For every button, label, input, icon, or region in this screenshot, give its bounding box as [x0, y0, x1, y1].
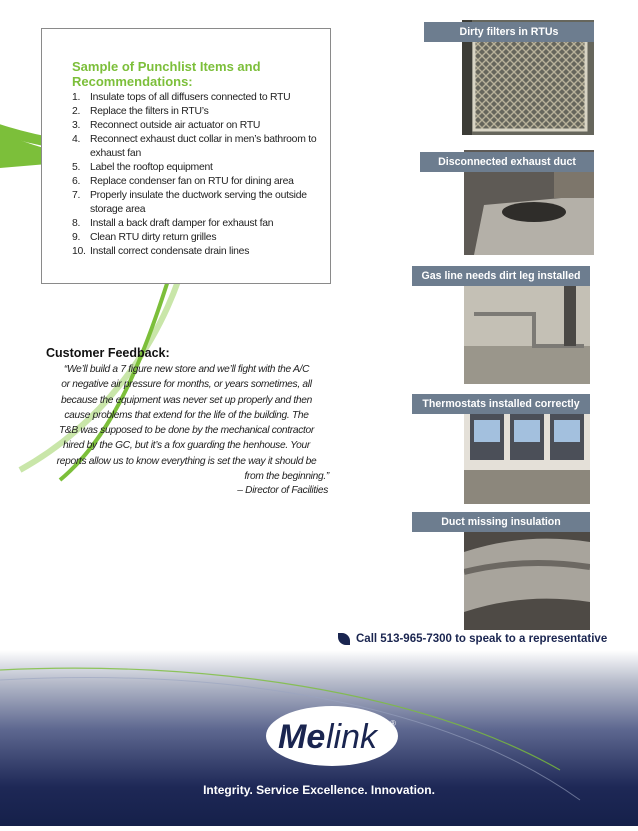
- list-item: 4. Reconnect exhaust duct collar in men’s bathroom to exhaust fan: [72, 134, 317, 159]
- photo-label-exhaust-duct: Disconnected exhaust duct: [420, 152, 594, 172]
- quote-line: from the beginning.”: [244, 471, 329, 483]
- quote-line: reports allow us to know everything is set the way it should be: [56, 455, 317, 467]
- cta-call: [338, 633, 607, 645]
- photo-label-dirty-filters: Dirty filters in RTUs: [424, 22, 594, 42]
- list-item: 3. Reconnect outside air actuator on RTU: [72, 120, 261, 131]
- list-item: 2. Replace the filters in RTU’s: [72, 106, 209, 117]
- photo-label-gas-line: Gas line needs dirt leg installed: [412, 266, 590, 286]
- photo-label-thermostats: Thermostats installed correctly: [412, 394, 590, 414]
- quote-line: or negative air pressure for months, or years sometimes, all: [61, 379, 312, 391]
- punchlist-box: [41, 28, 331, 284]
- melink-logo: [262, 694, 402, 774]
- logo-link: link: [326, 718, 378, 756]
- list-item: 6. Replace condenser fan on RTU for dining area: [72, 176, 294, 187]
- cta-text: Call 513-965-7300 to speak to a representative: [356, 633, 608, 645]
- quote-line: hired by the GC, but it’s a fox guarding the henhouse. Your: [63, 440, 310, 452]
- list-item: 10. Install correct condensate drain lines: [72, 246, 250, 257]
- list-item: 9. Clean RTU dirty return grilles: [72, 232, 217, 243]
- feedback-quote: [44, 362, 329, 484]
- logo-registered: ®: [390, 719, 396, 728]
- list-item: 5. Label the rooftop equipment: [72, 162, 213, 173]
- list-item: 8. Install a back draft damper for exhaust fan: [72, 218, 274, 229]
- logo-me: Me: [278, 718, 326, 756]
- list-item: 1. Insulate tops of all diffusers connected to RTU: [72, 92, 291, 103]
- punchlist-list: [72, 91, 322, 259]
- list-item: 7. Properly insulate the ductwork serving the outside storage area: [72, 190, 307, 215]
- quote-line: “We’ll build a 7 figure new store and we’ll fight with the A/C: [63, 364, 310, 375]
- feedback-title: Customer Feedback:: [46, 346, 170, 360]
- quote-line: T&B was supposed to be done by the mechanical contractor: [58, 425, 315, 437]
- photo-label-duct-insulation: Duct missing insulation: [412, 512, 590, 532]
- feedback-attribution: – Director of Facilities: [237, 485, 328, 496]
- footer-tagline: Integrity. Service Excellence. Innovation.: [203, 783, 435, 797]
- quote-line: cause problems that extend for the life of the building. The: [64, 409, 309, 421]
- quote-line: because the equipment was never set up properly and then: [60, 394, 313, 406]
- punchlist-title: Sample of Punchlist Items and Recommendations:: [72, 59, 261, 89]
- leaf-icon: [338, 633, 350, 645]
